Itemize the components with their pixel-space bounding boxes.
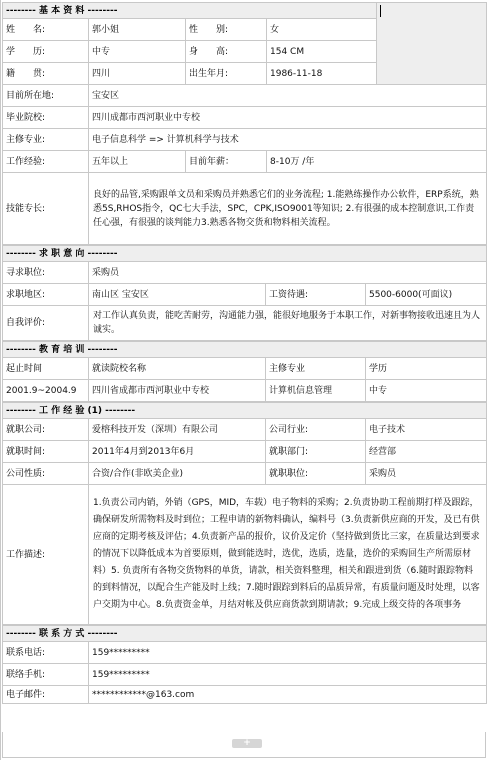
edu-col-time: 起止时间 — [3, 358, 89, 380]
edu-col-degree: 学历 — [366, 358, 487, 380]
salary-label: 目前年薪： — [186, 151, 267, 173]
origin-value: 四川 — [89, 63, 186, 85]
name-value: 郭小姐 — [89, 19, 186, 41]
resume-document — [2, 2, 486, 704]
area-value: 南山区 宝安区 — [89, 284, 266, 306]
contact-table — [2, 625, 487, 704]
mobile-value: 159********* — [89, 664, 487, 686]
education-level-value: 中专 — [89, 41, 186, 63]
experience-label: 工作经验: — [3, 151, 89, 173]
phone-value: 159********* — [89, 642, 487, 664]
salary-value: 8-10万 /年 — [267, 151, 487, 173]
skills-value: 良好的品管,采购跟单文员和采购员并熟悉它们的业务流程; 1.能熟练操作办公软件，ERP系统，熟悉5S,RHOS指令，QC七大手法，SPC，CPK,ISO9001等知识; 2.有很强的成本控制意识,工作责任心强，有很强的谈判能力3.熟悉各物交货和物料相关流程。 — [89, 173, 487, 245]
basic-info-table — [2, 2, 487, 245]
area-label: 求职地区: — [3, 284, 89, 306]
school-value: 四川成都市西河职业中专校 — [89, 107, 487, 129]
gender-label: 性 别: — [186, 19, 267, 41]
department-value: 经营部 — [366, 441, 487, 463]
photo-area[interactable] — [377, 3, 487, 85]
phone-label: 联系电话: — [3, 642, 89, 664]
email-label: 电子邮件: — [3, 686, 89, 704]
email-value: ************@163.com — [89, 686, 487, 704]
company-nature-label: 公司性质: — [3, 463, 89, 485]
self-eval-label: 自我评价: — [3, 306, 89, 341]
pay-label: 工资待遇: — [266, 284, 366, 306]
edu-col-major: 主修专业 — [266, 358, 366, 380]
origin-label: 籍 贯: — [3, 63, 89, 85]
job-intent-table — [2, 245, 487, 341]
job-description-value: 1.负责公司内销，外销（GPS，MID，车载）电子物料的采购；2.负责协助工程前期打样及跟踪，确保研发所需物料及时到位；工程申请的新物料确认，编料号（3.负责新供应商的开发，及已有供应商的定期考核及评估；4.负责新产品的报价，议价及定价（坚持做到货比三家，在质量达到要求的情况下以降低成本为首要原则，做到能选时，选优，选质，选量，选价的采购回生产所需原材料）5. 负责所有各物交货物料的单货，请款，相关资料整理，相关和跟进到货（6.随时跟踪物料的到料情况，以配合生产能及时上线；7.随时跟踪到料后的品质异常，有质量问题及时处理，以客户交期为中心。8.负责资金单，月结对帐及供应商货款到期请款；9.完成上级交待的各项事务 — [89, 485, 487, 625]
expand-handle[interactable]: + — [232, 739, 262, 748]
major-value: 电子信息科学 => 计算机科学与技术 — [89, 129, 487, 151]
edu-major: 计算机信息管理 — [266, 380, 366, 402]
mobile-label: 联络手机: — [3, 664, 89, 686]
skills-label: 技能专长: — [3, 173, 89, 245]
text-cursor — [380, 5, 381, 17]
company-nature-value: 合资/合作(非欧美企业) — [89, 463, 266, 485]
industry-value: 电子技术 — [366, 419, 487, 441]
industry-label: 公司行业: — [266, 419, 366, 441]
education-header: -------- 教 育 培 训 -------- — [3, 342, 487, 358]
gender-value: 女 — [267, 19, 377, 41]
birth-label: 出生年月: — [186, 63, 267, 85]
major-label: 主修专业: — [3, 129, 89, 151]
company-label: 就职公司: — [3, 419, 89, 441]
edu-school: 四川省成都市西河职业中专校 — [89, 380, 266, 402]
position-value: 采购员 — [89, 262, 487, 284]
job-title-value: 采购员 — [366, 463, 487, 485]
location-value: 宝安区 — [89, 85, 487, 107]
job-description-label: 工作描述: — [3, 485, 89, 625]
company-value: 爱榕科技开发（深圳）有限公司 — [89, 419, 266, 441]
job-intent-header: -------- 求 职 意 向 -------- — [3, 246, 487, 262]
left-edge-line — [0, 0, 1, 760]
edu-time: 2001.9~2004.9 — [3, 380, 89, 402]
education-table — [2, 341, 487, 402]
education-level-label: 学 历: — [3, 41, 89, 63]
period-value: 2011年4月到2013年6月 — [89, 441, 266, 463]
contact-header: -------- 联 系 方 式 -------- — [3, 626, 487, 642]
work-header: -------- 工 作 经 验 (1) -------- — [3, 403, 487, 419]
edu-degree: 中专 — [366, 380, 487, 402]
name-label: 姓 名: — [3, 19, 89, 41]
pay-value: 5500-6000(可面议) — [366, 284, 487, 306]
birth-value: 1986-11-18 — [267, 63, 377, 85]
work-experience-table — [2, 402, 487, 625]
position-label: 寻求职位: — [3, 262, 89, 284]
basic-info-header: -------- 基 本 资 料 -------- — [3, 3, 377, 19]
experience-value: 五年以上 — [89, 151, 186, 173]
school-label: 毕业院校: — [3, 107, 89, 129]
job-title-label: 就职职位: — [266, 463, 366, 485]
location-label: 目前所在地: — [3, 85, 89, 107]
height-value: 154 CM — [267, 41, 377, 63]
self-eval-value: 对工作认真负责，能吃苦耐劳，沟通能力强，能很好地服务于本职工作，对新事物接收迅速且为人诚实。 — [89, 306, 487, 341]
department-label: 就职部门: — [266, 441, 366, 463]
edu-col-school: 就读院校名称 — [89, 358, 266, 380]
height-label: 身 高: — [186, 41, 267, 63]
period-label: 就职时间: — [3, 441, 89, 463]
